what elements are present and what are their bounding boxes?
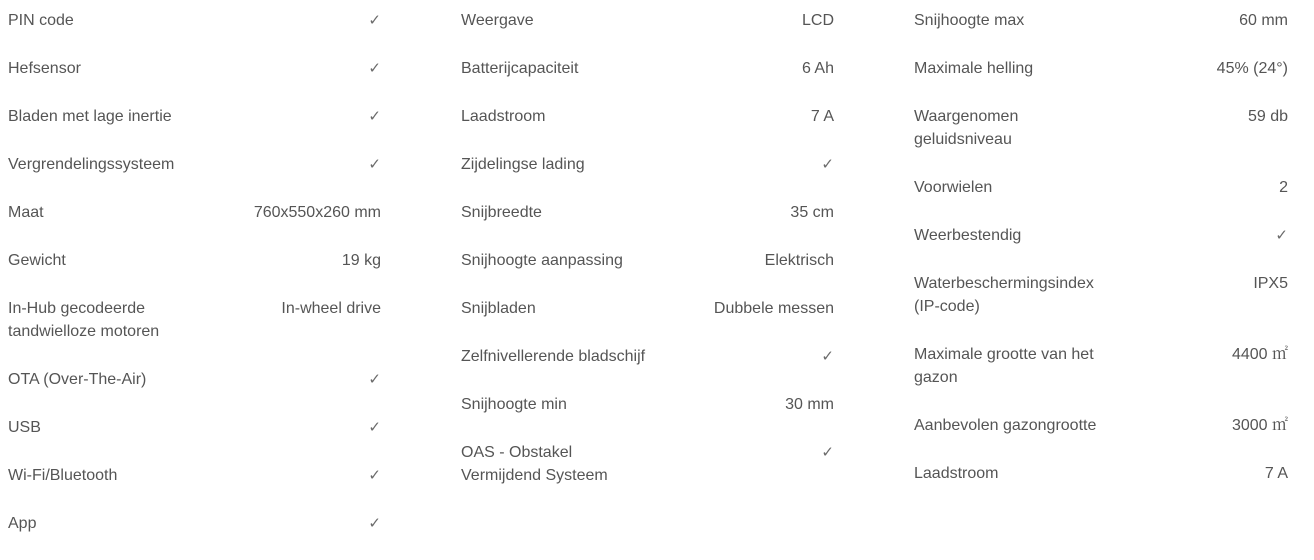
checkmark-icon: ✓ [821, 155, 834, 173]
spec-label: Snijhoogte min [461, 396, 567, 413]
checkmark-icon: ✓ [368, 514, 381, 532]
spec-value: 60 mm [1239, 12, 1288, 29]
spec-label: In-Hub gecodeerde tandwielloze motoren [8, 300, 160, 340]
checkmark-icon: ✓ [368, 155, 381, 173]
spec-value: 3000 ㎡ [1231, 417, 1288, 434]
spec-row [461, 297, 834, 320]
checkmark-icon: ✓ [368, 107, 381, 125]
spec-label: USB [8, 419, 41, 436]
checkmark-icon: ✓ [1275, 226, 1288, 244]
spec-row [8, 368, 381, 391]
spec-label: Maximale grootte van het gazon [914, 346, 1094, 386]
spec-value: 7 A [810, 108, 834, 125]
spec-label: Snijbreedte [461, 204, 542, 221]
spec-row [8, 512, 381, 535]
spec-label: PIN code [8, 12, 74, 29]
checkmark-icon: ✓ [368, 370, 381, 388]
spec-label: Waargenomen geluidsniveau [914, 108, 1019, 148]
spec-row [8, 57, 381, 80]
spec-row [8, 416, 381, 439]
checkmark-icon: ✓ [368, 466, 381, 484]
spec-value: LCD [801, 12, 834, 29]
spec-row [914, 343, 1288, 389]
spec-row [8, 153, 381, 176]
checkmark-icon: ✓ [821, 443, 834, 461]
spec-label: Wi-Fi/Bluetooth [8, 467, 118, 484]
spec-value: 760x550x260 mm [253, 204, 381, 221]
spec-row [461, 393, 834, 416]
spec-value: 45% (24°) [1216, 60, 1288, 77]
spec-label: OAS - Obstakel Vermijdend Systeem [461, 444, 608, 484]
spec-label: Weergave [461, 12, 534, 29]
spec-label: Snijbladen [461, 300, 536, 317]
spec-value: 7 A [1264, 465, 1288, 482]
spec-row [8, 249, 381, 272]
spec-row [8, 105, 381, 128]
spec-column-1 [8, 9, 381, 560]
spec-label: Zelfnivellerende bladschijf [461, 348, 646, 365]
spec-row [461, 249, 834, 272]
spec-value: Elektrisch [764, 252, 834, 269]
spec-column-3 [914, 9, 1288, 510]
spec-row [914, 57, 1288, 80]
spec-label: Aanbevolen gazongrootte [914, 417, 1097, 434]
spec-value: 30 mm [785, 396, 834, 413]
spec-row [461, 9, 834, 32]
spec-row [8, 297, 381, 343]
spec-row [914, 414, 1288, 437]
spec-row [914, 462, 1288, 485]
spec-label: Maat [8, 204, 44, 221]
spec-label: Vergrendelingssysteem [8, 156, 175, 173]
checkmark-icon: ✓ [368, 59, 381, 77]
spec-column-2 [461, 9, 834, 512]
spec-label: Bladen met lage inertie [8, 108, 172, 125]
spec-label: Snijhoogte aanpassing [461, 252, 623, 269]
spec-row [914, 272, 1288, 318]
spec-value: In-wheel drive [281, 300, 381, 317]
spec-label: Zijdelingse lading [461, 156, 585, 173]
spec-label: Batterijcapaciteit [461, 60, 579, 77]
spec-label: Voorwielen [914, 179, 993, 196]
spec-value: IPX5 [1253, 275, 1288, 292]
spec-label: Weerbestendig [914, 227, 1022, 244]
spec-value: 2 [1279, 179, 1288, 196]
spec-row [8, 9, 381, 32]
spec-value: 19 kg [341, 252, 381, 269]
spec-row [461, 153, 834, 176]
spec-value: 6 Ah [801, 60, 834, 77]
spec-value: 4400 ㎡ [1231, 346, 1288, 363]
spec-label: Laadstroom [461, 108, 546, 125]
spec-row [914, 105, 1288, 151]
spec-row [914, 176, 1288, 199]
spec-row [461, 105, 834, 128]
spec-label: OTA (Over-The-Air) [8, 371, 147, 388]
spec-row [461, 57, 834, 80]
spec-row [461, 441, 834, 487]
spec-label: App [8, 515, 37, 532]
spec-value: 35 cm [790, 204, 834, 221]
spec-value: Dubbele messen [713, 300, 834, 317]
spec-row [461, 201, 834, 224]
spec-row [914, 9, 1288, 32]
spec-label: Snijhoogte max [914, 12, 1025, 29]
spec-label: Hefsensor [8, 60, 81, 77]
spec-row [8, 464, 381, 487]
spec-label: Waterbeschermingsindex (IP-code) [914, 275, 1094, 315]
spec-row [461, 345, 834, 368]
spec-row [914, 224, 1288, 247]
spec-label: Maximale helling [914, 60, 1034, 77]
spec-label: Gewicht [8, 252, 66, 269]
spec-value: 59 db [1247, 108, 1288, 125]
checkmark-icon: ✓ [368, 418, 381, 436]
spec-label: Laadstroom [914, 465, 999, 482]
checkmark-icon: ✓ [368, 11, 381, 29]
checkmark-icon: ✓ [821, 347, 834, 365]
spec-row [8, 201, 381, 224]
